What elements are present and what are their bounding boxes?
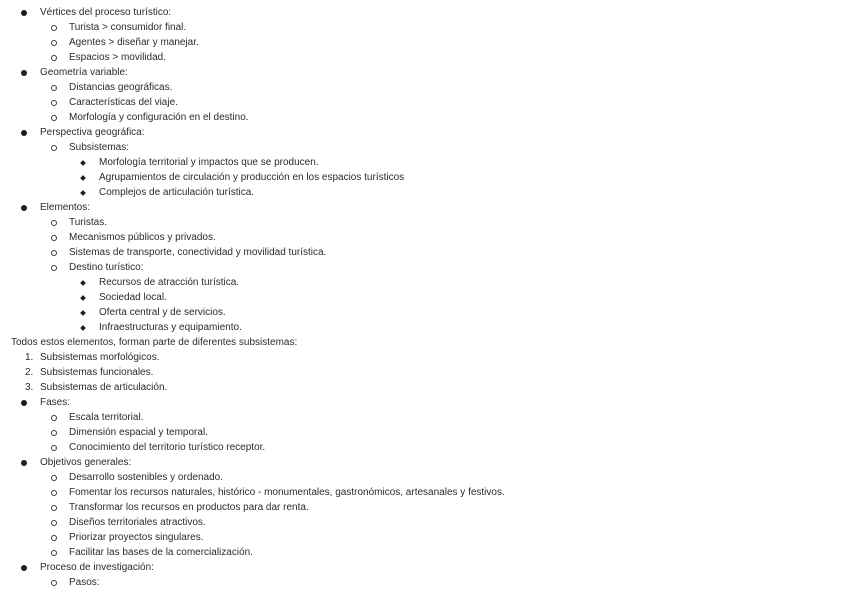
outline-line <box>0 35 848 50</box>
bullet-diamond-icon <box>80 295 86 301</box>
outline-line <box>0 575 848 590</box>
outline-line <box>0 440 848 455</box>
outline-text: Subsistemas de articulación. <box>40 382 168 393</box>
outline-text: Fomentar los recursos naturales, histórico - monumentales, gastronómicos, artesanales y festivos. <box>69 487 505 498</box>
outline-line <box>0 50 848 65</box>
outline-text: Subsistemas morfológicos. <box>40 352 160 363</box>
outline-line <box>0 485 848 500</box>
outline-text: Vértices del proceso turístico: <box>40 7 172 18</box>
outline-text: Dimensión espacial y temporal. <box>69 427 208 438</box>
bullet-circle-icon <box>51 550 57 556</box>
outline-text: Perspectiva geográfica: <box>40 127 145 138</box>
bullet-circle-icon <box>51 505 57 511</box>
outline-line <box>0 140 848 155</box>
outline-line <box>0 20 848 35</box>
outline-text: Diseños territoriales atractivos. <box>69 517 206 528</box>
bullet-circle-icon <box>51 250 57 256</box>
bullet-circle-icon <box>51 535 57 541</box>
outline-text: Facilitar las bases de la comercialización. <box>69 547 253 558</box>
bullet-disc-icon <box>21 460 27 466</box>
outline-text: Priorizar proyectos singulares. <box>69 532 204 543</box>
outline-line <box>0 500 848 515</box>
outline-line <box>0 275 848 290</box>
outline-line <box>0 290 848 305</box>
bullet-circle-icon <box>51 55 57 61</box>
outline-line <box>0 305 848 320</box>
outline-text: Distancias geográficas. <box>69 82 173 93</box>
bullet-circle-icon <box>51 25 57 31</box>
outline-line <box>0 230 848 245</box>
outline-text: Escala territorial. <box>69 412 144 423</box>
bullet-circle-icon <box>51 40 57 46</box>
bullet-circle-icon <box>51 100 57 106</box>
bullet-disc-icon <box>21 70 27 76</box>
outline-text: Fases: <box>40 397 71 408</box>
outline-text: Objetivos generales: <box>40 457 132 468</box>
outline-line <box>0 110 848 125</box>
outline-text: Destino turístico: <box>69 262 144 273</box>
outline-text: Geometría variable: <box>40 67 128 78</box>
outline-line <box>0 215 848 230</box>
outline-line <box>0 515 848 530</box>
outline-text: Mecanismos públicos y privados. <box>69 232 216 243</box>
outline-text: Proceso de investigación: <box>40 562 154 573</box>
outline-text: Pasos: <box>69 577 100 588</box>
outline-text: Subsistemas funcionales. <box>40 367 154 378</box>
outline-text: Agentes > diseñar y manejar. <box>69 37 199 48</box>
bullet-diamond-icon <box>80 160 86 166</box>
outline-text: Sociedad local. <box>99 292 167 303</box>
outline-text: Transformar los recursos en productos para dar renta. <box>69 502 309 513</box>
bullet-circle-icon <box>51 85 57 91</box>
outline-line <box>0 530 848 545</box>
outline-text: Morfología y configuración en el destino. <box>69 112 249 123</box>
outline-line <box>0 200 848 215</box>
outline-text: Recursos de atracción turística. <box>99 277 240 288</box>
outline-text: Todos estos elementos, forman parte de diferentes subsistemas: <box>11 337 298 348</box>
bullet-disc-icon <box>21 205 27 211</box>
bullet-circle-icon <box>51 235 57 241</box>
outline-text: Subsistemas: <box>69 142 130 153</box>
bullet-circle-icon <box>51 415 57 421</box>
outline-line <box>0 425 848 440</box>
list-number: 1. <box>25 352 34 363</box>
outline-line <box>0 560 848 575</box>
outline-text: Turista > consumidor final. <box>69 22 187 33</box>
outline-text: Elementos: <box>40 202 91 213</box>
bullet-circle-icon <box>51 520 57 526</box>
outline-text: Sistemas de transporte, conectividad y movilidad turística. <box>69 247 327 258</box>
outline-line <box>0 80 848 95</box>
bullet-circle-icon <box>51 580 57 586</box>
outline-line <box>0 170 848 185</box>
outline-text: Agrupamientos de circulación y producción en los espacios turísticos <box>99 172 405 183</box>
outline-line <box>0 260 848 275</box>
bullet-diamond-icon <box>80 190 86 196</box>
outline-text: Turistas. <box>69 217 107 228</box>
outline-text: Infraestructuras y equipamiento. <box>99 322 242 333</box>
bullet-disc-icon <box>21 10 27 16</box>
list-number: 2. <box>25 367 34 378</box>
outline-text: Morfología territorial y impactos que se producen. <box>99 157 319 168</box>
bullet-diamond-icon <box>80 175 86 181</box>
bullet-circle-icon <box>51 145 57 151</box>
bullet-circle-icon <box>51 220 57 226</box>
outline-line <box>0 395 848 410</box>
outline-text: Espacios > movilidad. <box>69 52 166 63</box>
outline-line <box>0 320 848 335</box>
list-number: 3. <box>25 382 34 393</box>
outline-line <box>0 545 848 560</box>
bullet-disc-icon <box>21 565 27 571</box>
bullet-circle-icon <box>51 265 57 271</box>
outline-text: Complejos de articulación turística. <box>99 187 255 198</box>
bullet-diamond-icon <box>80 310 86 316</box>
outline-text: Desarrollo sostenibles y ordenado. <box>69 472 223 483</box>
outline-line <box>0 95 848 110</box>
outline-line <box>0 380 848 395</box>
outline-line <box>0 5 848 20</box>
outline-text: Características del viaje. <box>69 97 178 108</box>
outline-text: Oferta central y de servicios. <box>99 307 226 318</box>
outline-line <box>0 335 848 350</box>
outline-line <box>0 245 848 260</box>
outline-line <box>0 125 848 140</box>
outline-line <box>0 365 848 380</box>
bullet-circle-icon <box>51 115 57 121</box>
outline-line <box>0 455 848 470</box>
outline-line <box>0 470 848 485</box>
bullet-disc-icon <box>21 130 27 136</box>
outline-line <box>0 65 848 80</box>
bullet-diamond-icon <box>80 325 86 331</box>
bullet-circle-icon <box>51 490 57 496</box>
outline-line <box>0 185 848 200</box>
outline-line <box>0 155 848 170</box>
outline-line <box>0 410 848 425</box>
bullet-circle-icon <box>51 445 57 451</box>
bullet-circle-icon <box>51 475 57 481</box>
outline-text: Conocimiento del territorio turístico receptor. <box>69 442 266 453</box>
bullet-circle-icon <box>51 430 57 436</box>
outline-line <box>0 350 848 365</box>
bullet-diamond-icon <box>80 280 86 286</box>
bullet-disc-icon <box>21 400 27 406</box>
